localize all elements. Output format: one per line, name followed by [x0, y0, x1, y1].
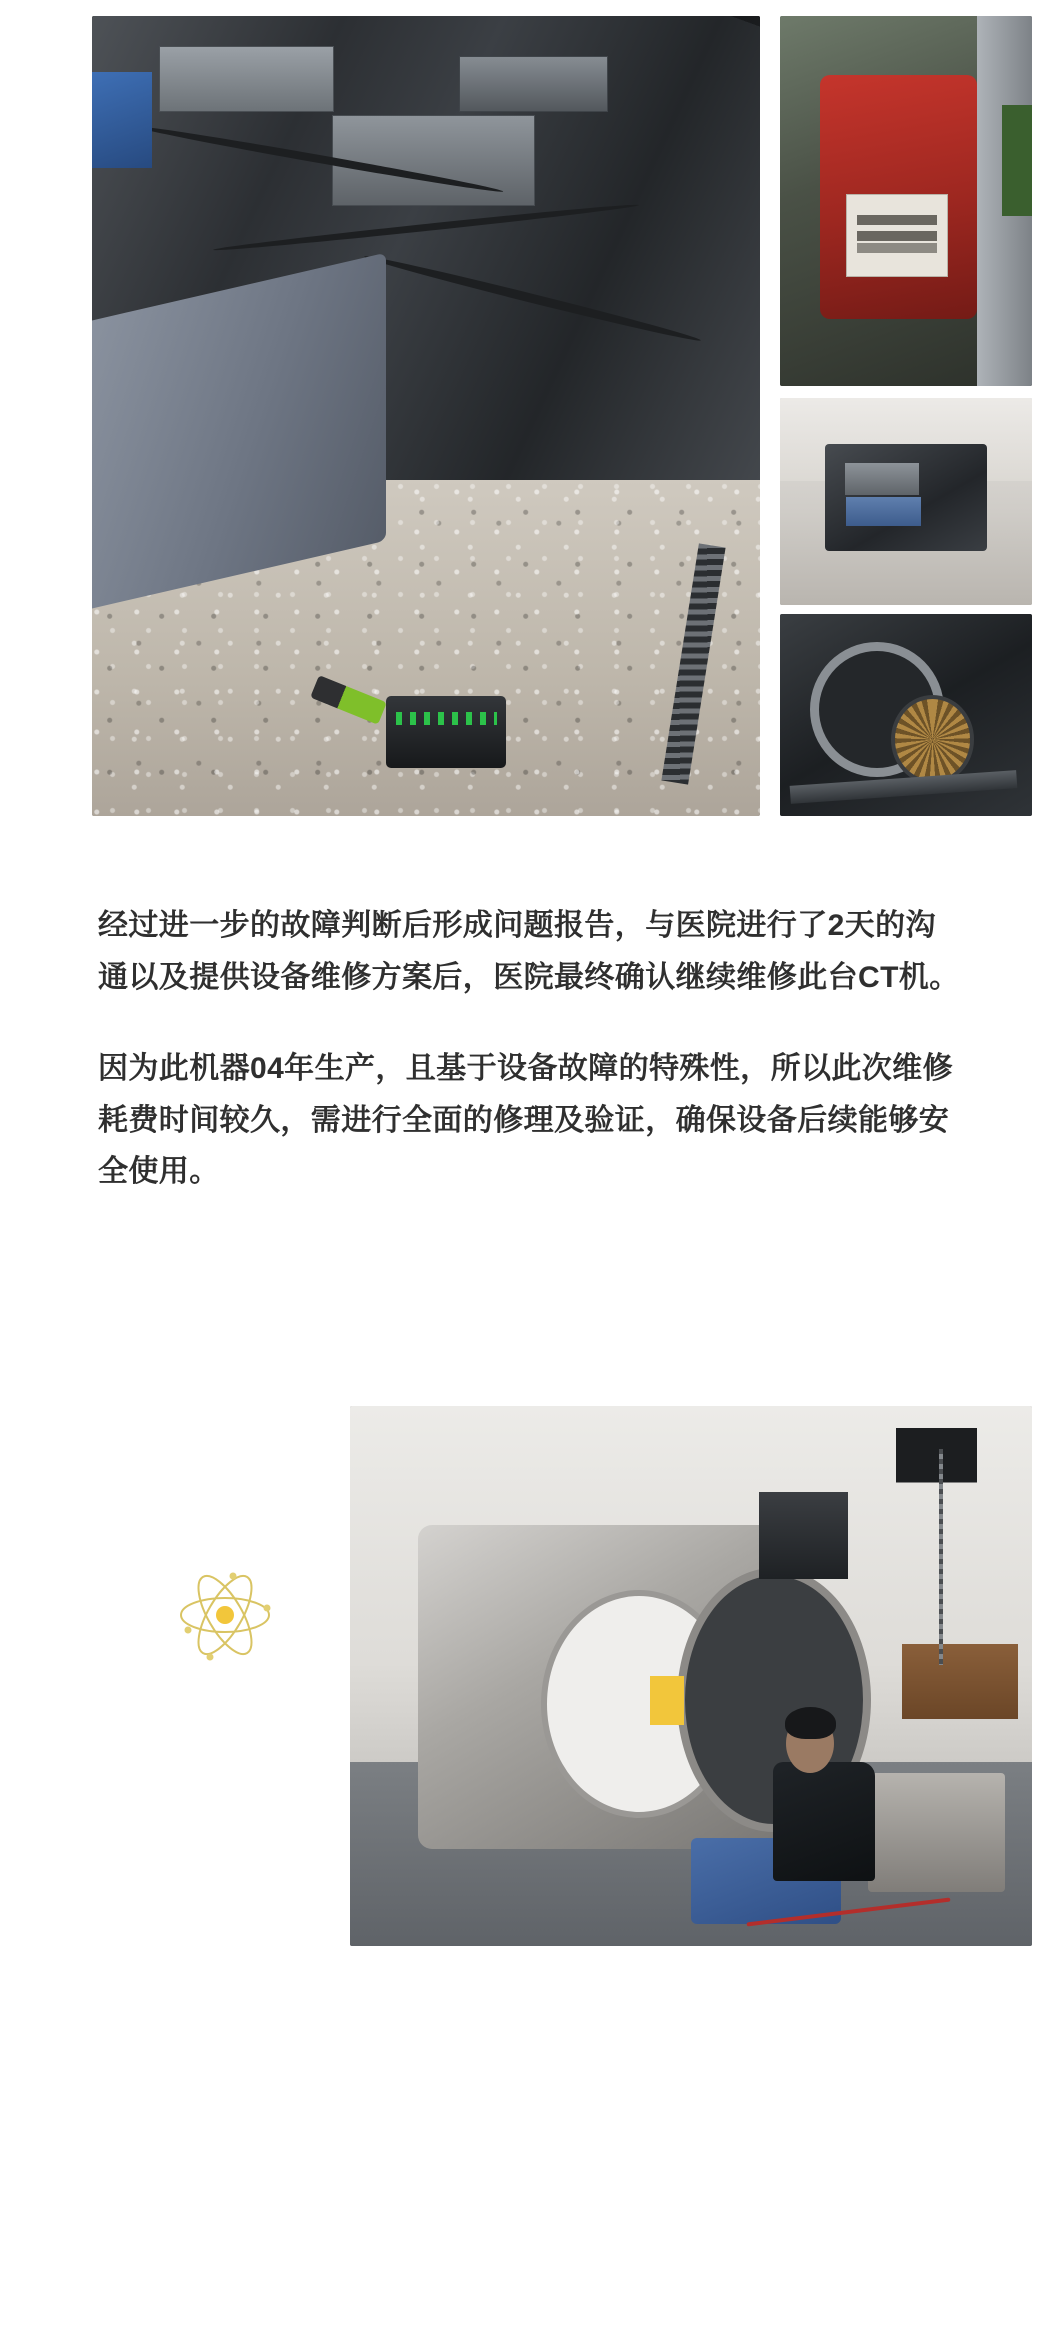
- bottom-hoist-chain: [939, 1449, 943, 1665]
- side3-gear: [891, 695, 975, 784]
- paragraph-1: 经过进一步的故障判断后形成问题报告，与医院进行了2天的沟通以及提供设备维修方案后，医院最终确认继续维修此台CT机。: [98, 909, 960, 994]
- cable-1: [134, 122, 504, 195]
- cable-3: [363, 252, 702, 345]
- bottom-dark-module: [759, 1492, 848, 1578]
- photo-main[interactable]: [92, 16, 760, 816]
- photo-side-1-canvas: [780, 16, 1032, 386]
- side2-blue-cover: [846, 497, 922, 526]
- bottom-yellow-box: [650, 1676, 684, 1725]
- atom-icon: [170, 1560, 280, 1670]
- component-box-a: [159, 46, 335, 112]
- photo-side-3[interactable]: [780, 614, 1032, 816]
- photo-side-1[interactable]: [780, 16, 1032, 386]
- component-box-c: [459, 56, 608, 113]
- photo-main-canvas: [92, 16, 760, 816]
- tool-case: [386, 696, 506, 768]
- bottom-worker-head: [786, 1714, 834, 1773]
- bottom-worker-body: [773, 1762, 875, 1881]
- image-gallery: [52, 0, 992, 800]
- cable-2: [213, 202, 639, 254]
- side1-green-patch: [1002, 105, 1032, 216]
- photo-side-3-canvas: [780, 614, 1032, 816]
- paragraph-2: 因为此机器04年生产，且基于设备故障的特殊性，所以此次维修耗费时间较久，需进行全面的修理及验证，确保设备后续能够安全使用。: [98, 1052, 953, 1189]
- photo-bottom-canvas: [350, 1406, 1032, 1946]
- photo-bottom[interactable]: [350, 1406, 1032, 1946]
- article-body: [98, 900, 960, 1198]
- bottom-hoist: [896, 1428, 978, 1676]
- side1-label-sticker: [846, 194, 949, 277]
- blue-wrap: [92, 72, 152, 168]
- bottom-cart: [868, 1773, 1004, 1892]
- component-box-b: [332, 115, 534, 206]
- photo-side-2[interactable]: [780, 398, 1032, 605]
- photo-side-2-canvas: [780, 398, 1032, 605]
